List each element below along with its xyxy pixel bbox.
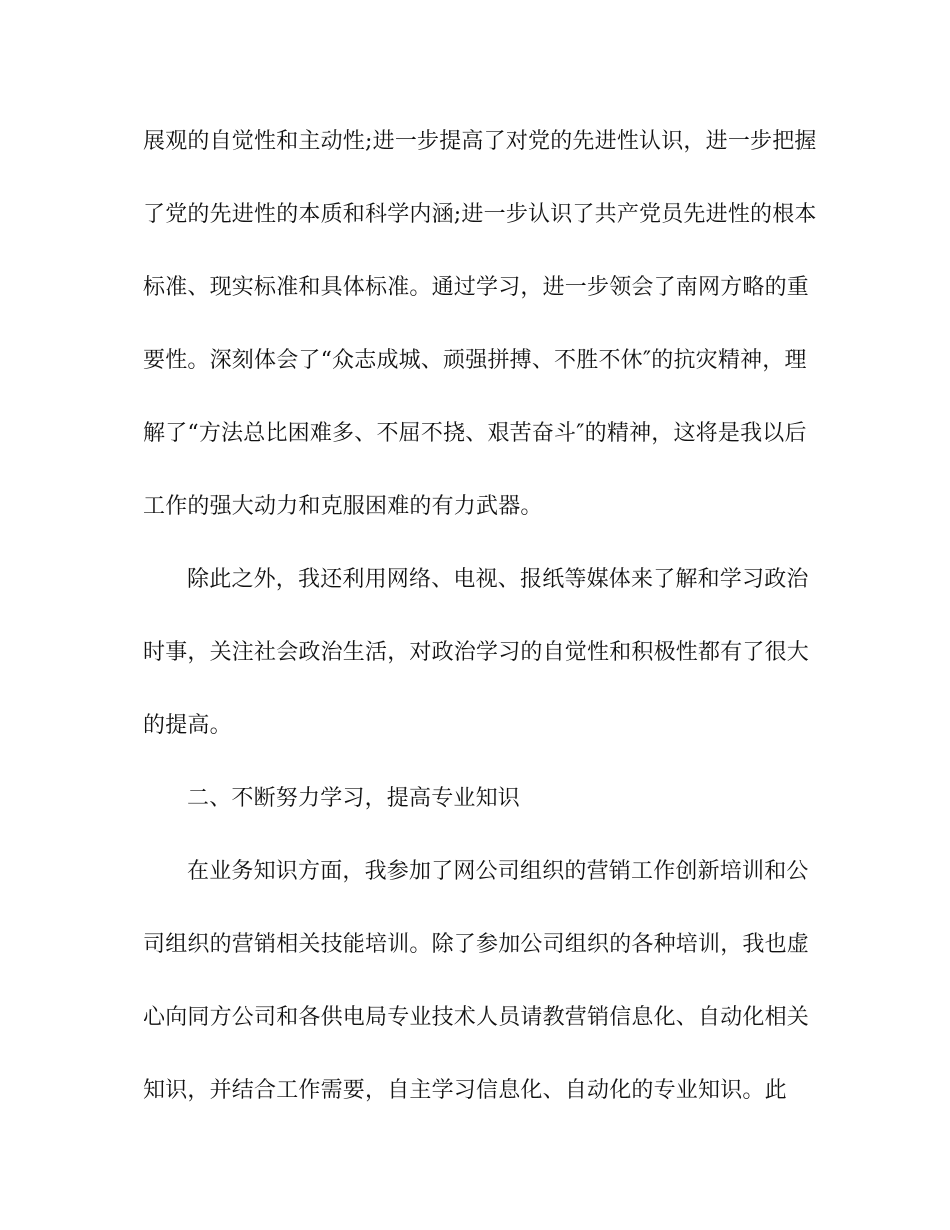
paragraph-line: 心向同方公司和各供电局专业技术人员请教营销信息化、自动化相关 xyxy=(143,1005,810,1030)
paragraph-line: 要性。深刻体会了“众志成城、顽强拼搏、不胜不休″的抗灾精神，理 xyxy=(143,348,807,373)
paragraph-line: 时事，关注社会政治生活，对政治学习的自觉性和积极性都有了很大 xyxy=(143,640,810,665)
paragraph-line: 的提高。 xyxy=(143,713,232,738)
paragraph-line: 展观的自觉性和主动性;进一步提高了对党的先进性认识，进一步把握 xyxy=(143,129,817,154)
paragraph-line: 司组织的营销相关技能培训。除了参加公司组织的各种培训，我也虚 xyxy=(143,932,810,957)
paragraph-line: 在业务知识方面，我参加了网公司组织的营销工作创新培训和公 xyxy=(187,859,809,884)
paragraph-line: 了党的先进性的本质和科学内涵;进一步认识了共产党员先进性的根本 xyxy=(143,202,817,227)
paragraph-line: 除此之外，我还利用网络、电视、报纸等媒体来了解和学习政治 xyxy=(187,567,809,592)
section-heading: 二、不断努力学习，提高专业知识 xyxy=(187,786,521,811)
paragraph-line: 标准、现实标准和具体标准。通过学习，进一步领会了南网方略的重 xyxy=(143,275,810,300)
paragraph-line: 知识，并结合工作需要，自主学习信息化、自动化的专业知识。此 xyxy=(143,1078,787,1103)
paragraph-line: 解了“方法总比困难多、不屈不挠、艰苦奋斗″的精神，这将是我以后 xyxy=(143,421,807,446)
paragraph-line: 工作的强大动力和克服困难的有力武器。 xyxy=(143,494,543,519)
